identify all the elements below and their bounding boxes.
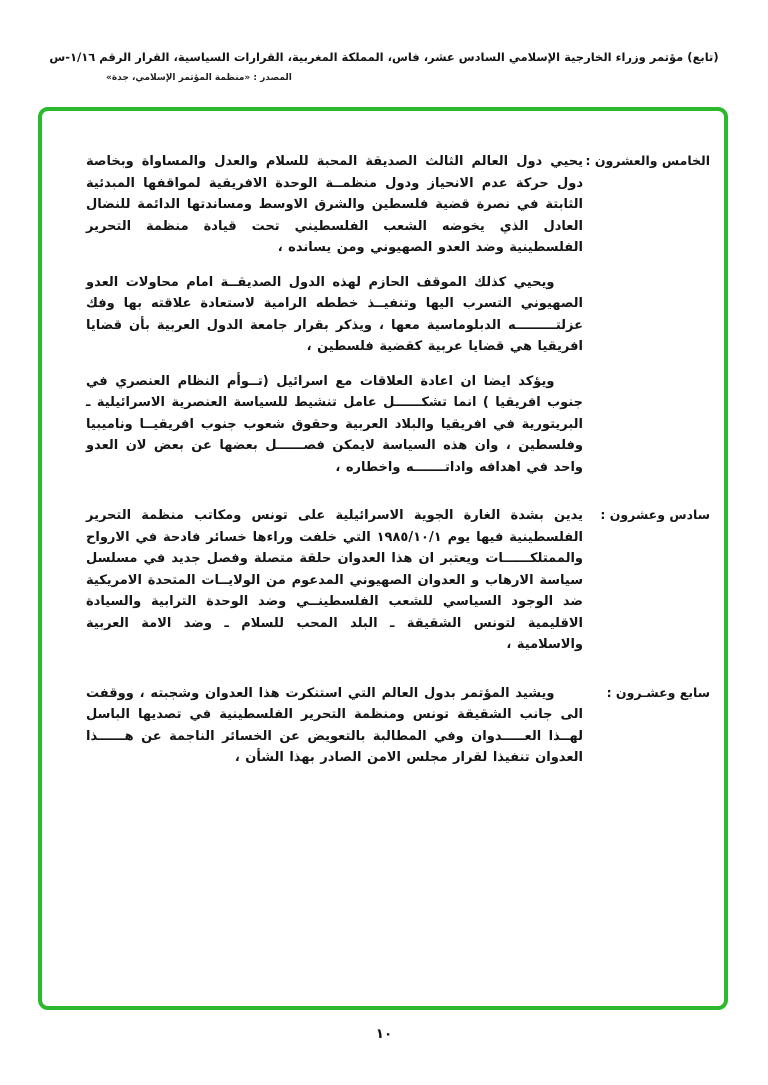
clause-twenty-seventh-label: سابع وعشـرون : — [606, 684, 710, 700]
clause-twenty-seventh — [86, 683, 710, 769]
clause-twenty-fifth-body — [86, 151, 583, 478]
content-frame — [38, 107, 728, 1010]
paragraph: ويحيي كذلك الموقف الحازم لهذه الدول الصديقــة امام محاولات العدو الصهيوني التسرب اليها وتنفيــذ خططه الرامية لاستعادة علاقته بها وفك عزلتـــــــــه الدبلوماسية معها ، ويذكر بقرار جامعة الدول العربية بأن قضايا افريقيا هي قضايا عربية كقضية فلسطين ، — [86, 274, 583, 354]
paragraph: ويشيد المؤتمر بدول العالم التي استنكرت هذا العدوان وشجبته ، ووقفت الى جانب الشقيقة تونس ومنظمة التحرير الفلسطينية في تصديها الباسل لهــذا العـــــدوان وفي المطالبة بالتعويض عن الخسائر الناجمة عن هــــــذا العدوان تنفيذا لقرار مجلس الامن الصادر بهذا الشأن ، — [86, 685, 583, 765]
clause-twenty-sixth — [86, 505, 710, 656]
paragraph: يحيي دول العالم الثالث الصديقة المحبة للسلام والعدل والمساواة وبخاصة دول حركة عدم الانحياز ودول منظمــة الوحدة الافريقية لمواقفها المبدئية الثابتة في نصرة قضية فلسطين والشرق الاوسط ومساندتها الدائمة للنضال العادل الذي يخوضه الشعب الفلسطيني تحت قيادة منظمة التحرير الفلسطينية وضد العدو الصهيوني ومن يسانده ، — [86, 154, 583, 255]
paragraph: يدين بشدة الغارة الجوية الاسرائيلية على تونس ومكاتب منظمة التحرير الفلسطينية فيها يوم ١٩٨٥/١٠/١ التي خلفت وراءها خسائر فادحة في الارواح والممتلكــــــات ويعتبر ان هذا العدوان حلقة متصلة وفصل جديد في مسلسل سياسة الارهاب و العدوان الصهيوني المدعوم من الولايــات المتحدة الامريكية ضد الوجود السياسي للشعب الفلسطينــي وضد الوحدة الترابية والسيادة الاقليمية لتونس الشقيقة ـ البلد المحب للسلام ـ وضد الامة العربية والاسلامية ، — [86, 508, 583, 652]
clause-twenty-sixth-label: سادس وعشرون : — [600, 507, 710, 522]
clause-twenty-sixth-body — [86, 505, 583, 656]
clause-twenty-fifth — [86, 151, 710, 478]
clause-twenty-seventh-body — [86, 683, 583, 769]
source-line: المصدر : «منظمة المؤتمر الإسلامي، جدة» — [106, 73, 292, 83]
document-header-title: (تابع) مؤتمر وزراء الخارجية الإسلامي السادس عشر، فاس، المملكة المغربية، القرارات السياسية، القرار الرقم ١/١٦-س — [49, 50, 719, 64]
page-number: ١٠ — [375, 1026, 393, 1042]
clause-twenty-fifth-label: الخامس والعشرون : — [585, 153, 710, 168]
paragraph: ويؤكد ايضا ان اعادة العلاقات مع اسرائيل (تــوأم النظام العنصري في جنوب افريقيا ) انما تشكــــــل عامل تنشيط للسياسة العنصرية الاسرائيلية ـ البريتورية في افريقيا والبلاد العربية وحقوق شعوب جنوب افريقيــا وناميبيا وفلسطين ، وان هذه السياسة لايمكن فصــــــل بعضها عن بعض لان العدو واحد في اهدافه واداتـــــــه واخطاره ، — [86, 373, 583, 475]
